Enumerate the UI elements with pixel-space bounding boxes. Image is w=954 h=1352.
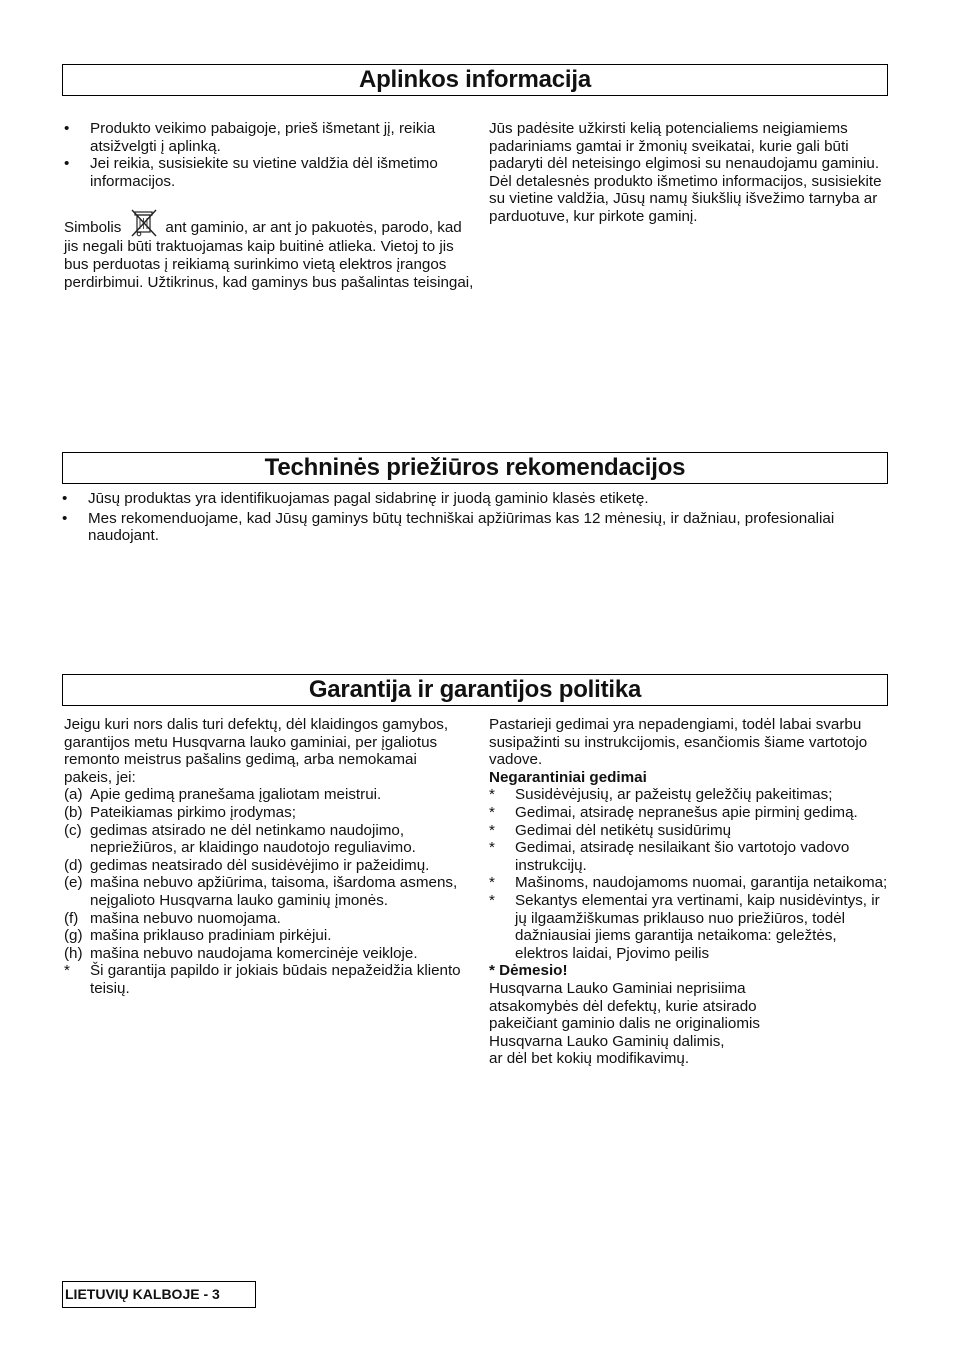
uncovered-item: * Gedimai, atsiradę nepranešus apie pirminį gedimą.	[489, 803, 858, 821]
warranty-right-intro: Pastarieji gedimai yra nepadengiami, todėl labai svarbu susipažinti su instrukcijomis, esančiomis šiame vartotojo vadove.	[489, 716, 868, 769]
uncovered-heading: Negarantiniai gedimai	[489, 768, 647, 786]
uncovered-item: * Susidėvėjusių, ar pažeistų geležčių pakeitimas;	[489, 786, 833, 804]
attention-line: atsakomybės dėl defektų, kurie atsirado	[489, 997, 757, 1015]
attention-line: pakeičiant gaminio dalis ne originaliomis	[489, 1015, 760, 1033]
condition-item: (g) mašina priklauso pradiniam pirkėjui.	[64, 927, 332, 945]
attention-line: Husqvarna Lauko Gaminiai neprisiima	[489, 979, 746, 997]
warranty-intro: Jeigu kuri nors dalis turi defektų, dėl klaidingos gamybos, garantijos metu Husqvarna lauko gaminiai, per įgaliotus remonto meistrus pašalins gedimą, arba nemokamai pakeis, jei:	[64, 716, 449, 786]
condition-item: (d) gedimas neatsirado dėl susidėvėjimo ir pažeidimų.	[64, 856, 430, 874]
section-title-environment: Aplinkos informacija	[62, 64, 888, 96]
maintenance-bullets	[62, 490, 892, 545]
condition-item: (f) mašina nebuvo nuomojama.	[64, 909, 281, 927]
section-title-maintenance: Techninės priežiūros rekomendacijos	[62, 452, 888, 484]
section-title-warranty: Garantija ir garantijos politika	[62, 674, 888, 706]
bullet-item: • Produkto veikimo pabaigoje, prieš išmetant jį, reikia atsižvelgti į aplinką.	[64, 120, 436, 155]
symbol-paragraph: Simbolis ant gaminio, ar ant jo pakuotės, parodo, kad jis negali būti traktuojamas kaip buitinė atlieka. Vietoj to jis bus perduotas į reikiamą surinkimo vietą elektros įrangos perdirbimui. Užtikrinus, kad gaminys bus pašalintas teisingai,	[64, 208, 474, 291]
condition-item: (c) gedimas atsirado ne dėl netinkamo naudojimo, nepriežiūros, ar klaidingo naudotojo reguliavimo.	[64, 821, 416, 857]
attention-line: ar dėl bet kokių modifikavimų.	[489, 1050, 690, 1068]
page-footer-label: LIETUVIŲ KALBOJE - 3	[62, 1281, 256, 1308]
uncovered-item: * Gedimai dėl netikėtų susidūrimų	[489, 821, 732, 839]
bullet-item: • Mes rekomenduojame, kad Jūsų gaminys būtų techniškai apžiūrimas kas 12 mėnesių, ir dažniau, profesionaliai naudojant.	[62, 509, 835, 545]
environment-left-column	[64, 120, 474, 291]
condition-item: (e) mašina nebuvo apžiūrima, taisoma, išardoma asmens, neįgalioto Husqvarna lauko gaminių įmonės.	[64, 874, 458, 909]
bullet-item: • Jūsų produktas yra identifikuojamas pagal sidabrinę ir juodą gaminio klasės etiketę.	[62, 490, 649, 507]
uncovered-item: * Gedimai, atsiradę nesilaikant šio vartotojo vadovo instrukcijų.	[489, 839, 850, 874]
warranty-right-column	[489, 716, 889, 1068]
condition-item: * Ši garantija papildo ir jokiais būdais nepažeidžia kliento teisių.	[64, 962, 461, 997]
environment-right-column: Jūs padėsite užkirsti kelią potencialiems neigiamiems padariniams gamtai ir žmonių sveikatai, kurie gali būti padaryti dėl neteisingo elgimosi su nenaudojamu gaminiu. Dėl detalesnės produkto išmetimo informacijos, susisiekite su vietine valdžia, Jūsų namų šiukšlių išvežimo tarnyba ar parduotuve, kur pirkote gaminį.	[489, 120, 882, 225]
attention-heading: * Dėmesio!	[489, 962, 568, 980]
crossed-out-wheelie-bin-icon	[129, 208, 159, 238]
condition-item: (a) Apie gedimą pranešama įgaliotam meistrui.	[64, 786, 382, 804]
condition-item: (b) Pateikiamas pirkimo įrodymas;	[64, 803, 296, 821]
bullet-item: • Jei reikia, susisiekite su vietine valdžia dėl išmetimo informacijos.	[64, 155, 438, 190]
attention-line: Husqvarna Lauko Gaminių dalimis,	[489, 1032, 725, 1050]
condition-item: (h) mašina nebuvo naudojama komercinėje veikloje.	[64, 944, 418, 962]
uncovered-item: * Mašinoms, naudojamoms nuomai, garantija netaikoma;	[489, 874, 888, 892]
uncovered-item: * Sekantys elementai yra vertinami, kaip nusidėvintys, ir jų ilgaamžiškumas priklauso nuo priežiūros, todėl dažniausiai jiems garantija netaikoma: geležtės, elektros laidai, Pjovimo peilis	[489, 891, 880, 962]
warranty-left-column	[64, 716, 464, 998]
